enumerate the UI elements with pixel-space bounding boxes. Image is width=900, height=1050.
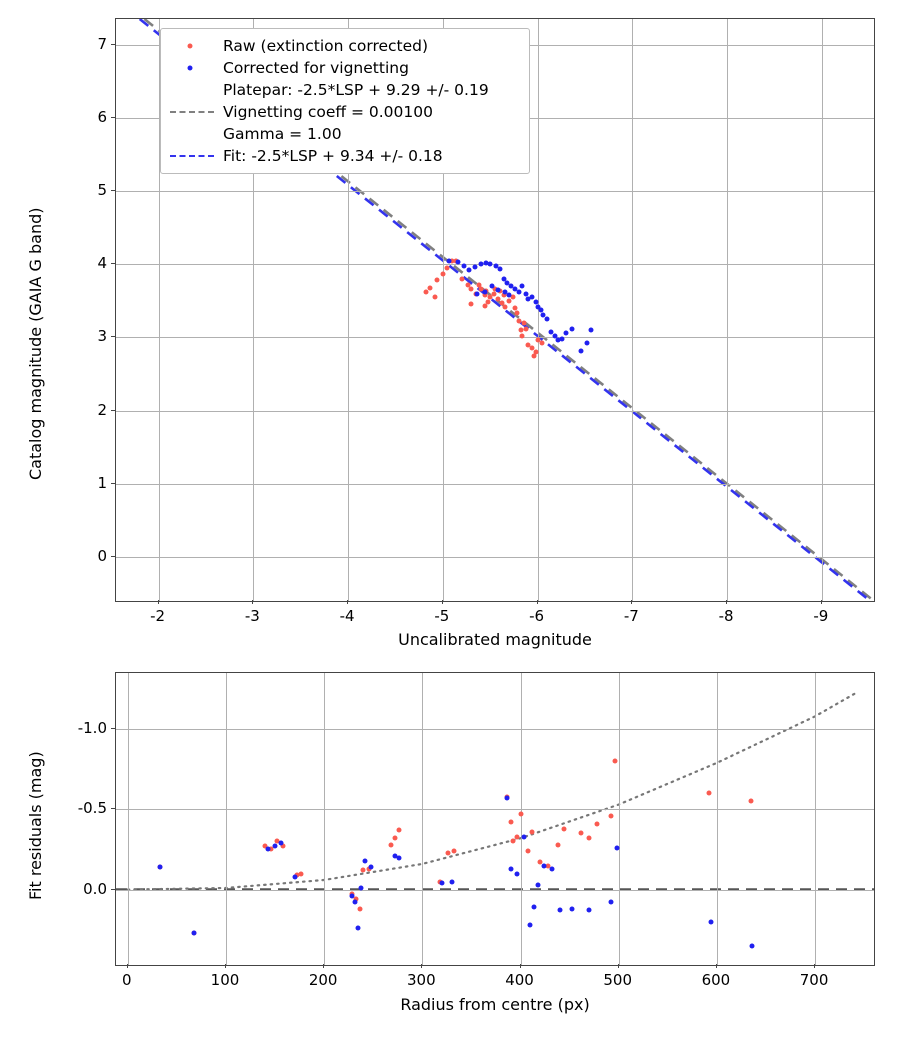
data-point bbox=[539, 307, 544, 312]
y-tick-label: 1 bbox=[97, 473, 107, 492]
data-point bbox=[587, 836, 592, 841]
data-point bbox=[278, 841, 283, 846]
data-point bbox=[444, 265, 449, 270]
y-tick-label: -1.0 bbox=[77, 719, 107, 738]
legend-label-gamma: Gamma = 1.00 bbox=[223, 125, 342, 143]
y-tick-label: 0 bbox=[97, 547, 107, 566]
data-point bbox=[507, 292, 512, 297]
residuals-plot-area bbox=[115, 672, 875, 966]
data-point bbox=[520, 333, 525, 338]
x-tick-label: 200 bbox=[308, 971, 338, 989]
gridline-horizontal bbox=[116, 809, 874, 810]
x-tick bbox=[716, 964, 717, 968]
legend-label-corrected: Corrected for vignetting bbox=[223, 59, 409, 77]
y-tick bbox=[111, 263, 115, 264]
y-tick-label: 2 bbox=[97, 400, 107, 419]
data-point bbox=[555, 842, 560, 847]
gridline-vertical bbox=[521, 673, 522, 965]
y-tick bbox=[111, 728, 115, 729]
data-point bbox=[518, 328, 523, 333]
data-point bbox=[528, 922, 533, 927]
gridline-vertical bbox=[815, 673, 816, 965]
legend-marker-corrected-icon bbox=[169, 60, 215, 76]
x-tick bbox=[421, 964, 422, 968]
data-point bbox=[451, 849, 456, 854]
data-point bbox=[361, 868, 366, 873]
data-point bbox=[392, 836, 397, 841]
data-point bbox=[557, 908, 562, 913]
legend-marker-vignetting-icon bbox=[169, 104, 215, 120]
legend-label-fit: Fit: -2.5*LSP + 9.34 +/- 0.18 bbox=[223, 147, 443, 165]
gridline-vertical bbox=[128, 673, 129, 965]
x-tick bbox=[442, 600, 443, 604]
legend-label-platepar: Platepar: -2.5*LSP + 9.29 +/- 0.19 bbox=[223, 81, 489, 99]
data-point bbox=[357, 906, 362, 911]
plot-line bbox=[128, 694, 855, 890]
data-point bbox=[545, 317, 550, 322]
data-point bbox=[532, 905, 537, 910]
data-point bbox=[440, 272, 445, 277]
data-point bbox=[608, 813, 613, 818]
data-point bbox=[530, 829, 535, 834]
y-tick bbox=[111, 336, 115, 337]
legend-item-gamma bbox=[169, 123, 521, 145]
data-point bbox=[495, 287, 500, 292]
x-tick bbox=[814, 964, 815, 968]
y-tick-label: 0.0 bbox=[83, 879, 107, 898]
x-tick bbox=[726, 600, 727, 604]
gridline-horizontal bbox=[116, 411, 874, 412]
gridline-horizontal bbox=[116, 557, 874, 558]
gridline-horizontal bbox=[116, 191, 874, 192]
residuals-y-axis-title: Fit residuals (mag) bbox=[26, 751, 45, 900]
data-point bbox=[369, 865, 374, 870]
data-point bbox=[608, 900, 613, 905]
data-point bbox=[478, 261, 483, 266]
data-point bbox=[524, 291, 529, 296]
data-point bbox=[587, 908, 592, 913]
legend-marker-platepar-icon bbox=[169, 82, 215, 98]
data-point bbox=[492, 292, 497, 297]
gridline-vertical bbox=[632, 19, 633, 601]
data-point bbox=[449, 879, 454, 884]
data-point bbox=[359, 885, 364, 890]
x-tick-label: -2 bbox=[150, 607, 166, 625]
data-point bbox=[749, 799, 754, 804]
data-point bbox=[588, 328, 593, 333]
x-tick-label: 600 bbox=[701, 971, 731, 989]
data-point bbox=[497, 267, 502, 272]
data-point bbox=[467, 268, 472, 273]
legend-marker-gamma-icon bbox=[169, 126, 215, 142]
data-point bbox=[549, 866, 554, 871]
residuals-plot-svg bbox=[116, 673, 874, 965]
data-point bbox=[514, 871, 519, 876]
x-tick-label: -7 bbox=[623, 607, 639, 625]
data-point bbox=[292, 874, 297, 879]
data-point bbox=[488, 262, 493, 267]
data-point bbox=[579, 831, 584, 836]
data-point bbox=[540, 341, 545, 346]
gridline-vertical bbox=[324, 673, 325, 965]
data-point bbox=[474, 291, 479, 296]
data-point bbox=[191, 930, 196, 935]
data-point bbox=[435, 278, 440, 283]
y-tick bbox=[111, 556, 115, 557]
x-tick-label: 0 bbox=[122, 971, 132, 989]
gridline-horizontal bbox=[116, 484, 874, 485]
data-point bbox=[456, 260, 461, 265]
x-tick-label: -6 bbox=[529, 607, 545, 625]
y-tick-label: -0.5 bbox=[77, 799, 107, 818]
data-point bbox=[158, 865, 163, 870]
y-tick-label: 3 bbox=[97, 327, 107, 346]
y-tick-label: 6 bbox=[97, 107, 107, 126]
data-point bbox=[504, 796, 509, 801]
data-point bbox=[508, 866, 513, 871]
y-tick bbox=[111, 117, 115, 118]
x-tick bbox=[127, 964, 128, 968]
data-point bbox=[522, 834, 527, 839]
data-point bbox=[569, 326, 574, 331]
data-point bbox=[584, 341, 589, 346]
legend-label-raw: Raw (extinction corrected) bbox=[223, 37, 429, 55]
gridline-vertical bbox=[727, 19, 728, 601]
data-point bbox=[595, 821, 600, 826]
data-point bbox=[524, 326, 529, 331]
data-point bbox=[750, 943, 755, 948]
data-point bbox=[482, 303, 487, 308]
data-point bbox=[349, 894, 354, 899]
y-tick bbox=[111, 190, 115, 191]
data-point bbox=[526, 849, 531, 854]
y-tick bbox=[111, 808, 115, 809]
data-point bbox=[439, 881, 444, 886]
data-point bbox=[355, 926, 360, 931]
data-point bbox=[473, 265, 478, 270]
data-point bbox=[564, 331, 569, 336]
photometry-x-axis-title: Uncalibrated magnitude bbox=[398, 630, 592, 649]
legend-item-fit bbox=[169, 145, 521, 167]
gridline-vertical bbox=[619, 673, 620, 965]
x-tick-label: -8 bbox=[718, 607, 734, 625]
data-point bbox=[514, 834, 519, 839]
data-point bbox=[614, 845, 619, 850]
y-tick bbox=[111, 44, 115, 45]
legend-item-raw bbox=[169, 35, 521, 57]
gridline-horizontal bbox=[116, 337, 874, 338]
x-tick bbox=[821, 600, 822, 604]
data-point bbox=[396, 828, 401, 833]
data-point bbox=[536, 882, 541, 887]
y-tick-label: 4 bbox=[97, 254, 107, 273]
x-tick-label: 700 bbox=[799, 971, 829, 989]
x-tick bbox=[537, 600, 538, 604]
data-point bbox=[508, 820, 513, 825]
data-point bbox=[707, 791, 712, 796]
data-point bbox=[520, 284, 525, 289]
data-point bbox=[469, 287, 474, 292]
data-point bbox=[273, 844, 278, 849]
data-point bbox=[529, 295, 534, 300]
legend-item-corrected bbox=[169, 57, 521, 79]
x-tick bbox=[252, 600, 253, 604]
legend-marker-raw-icon bbox=[169, 38, 215, 54]
gridline-vertical bbox=[717, 673, 718, 965]
y-tick bbox=[111, 483, 115, 484]
gridline-horizontal bbox=[116, 890, 874, 891]
y-tick-label: 7 bbox=[97, 34, 107, 53]
data-point bbox=[518, 812, 523, 817]
x-tick-label: -5 bbox=[434, 607, 450, 625]
data-point bbox=[266, 847, 271, 852]
x-tick-label: -9 bbox=[813, 607, 829, 625]
photometry-legend bbox=[160, 28, 530, 174]
data-point bbox=[510, 839, 515, 844]
data-point bbox=[352, 900, 357, 905]
data-point bbox=[569, 906, 574, 911]
x-tick-label: -3 bbox=[244, 607, 260, 625]
x-tick bbox=[631, 600, 632, 604]
gridline-vertical bbox=[822, 19, 823, 601]
data-point bbox=[579, 348, 584, 353]
x-tick-label: -4 bbox=[339, 607, 355, 625]
x-tick bbox=[347, 600, 348, 604]
x-tick bbox=[225, 964, 226, 968]
residuals-x-axis-title: Radius from centre (px) bbox=[400, 995, 590, 1014]
photometry-y-axis-title: Catalog magnitude (GAIA G band) bbox=[26, 207, 45, 480]
legend-item-platepar bbox=[169, 79, 521, 101]
data-point bbox=[542, 863, 547, 868]
gridline-horizontal bbox=[116, 729, 874, 730]
legend-label-vignetting: Vignetting coeff = 0.00100 bbox=[223, 103, 433, 121]
data-point bbox=[709, 919, 714, 924]
y-tick bbox=[111, 889, 115, 890]
x-tick-label: 100 bbox=[210, 971, 240, 989]
data-point bbox=[423, 290, 428, 295]
data-point bbox=[427, 285, 432, 290]
data-point bbox=[363, 858, 368, 863]
data-point bbox=[560, 336, 565, 341]
x-tick-label: 300 bbox=[407, 971, 436, 989]
data-point bbox=[461, 263, 466, 268]
data-point bbox=[516, 319, 521, 324]
data-point bbox=[503, 304, 508, 309]
data-point bbox=[522, 320, 527, 325]
y-tick bbox=[111, 410, 115, 411]
x-tick bbox=[520, 964, 521, 968]
y-tick-label: 5 bbox=[97, 181, 107, 200]
data-point bbox=[482, 290, 487, 295]
x-tick bbox=[323, 964, 324, 968]
data-point bbox=[533, 350, 538, 355]
data-point bbox=[514, 311, 519, 316]
data-point bbox=[396, 855, 401, 860]
data-point bbox=[561, 826, 566, 831]
data-point bbox=[433, 295, 438, 300]
legend-marker-fit-icon bbox=[169, 148, 215, 164]
data-point bbox=[490, 284, 495, 289]
data-point bbox=[469, 301, 474, 306]
data-point bbox=[612, 759, 617, 764]
data-point bbox=[388, 842, 393, 847]
x-tick-label: 400 bbox=[505, 971, 534, 989]
legend-item-vignetting bbox=[169, 101, 521, 123]
data-point bbox=[516, 290, 521, 295]
gridline-vertical bbox=[226, 673, 227, 965]
data-point bbox=[298, 871, 303, 876]
x-tick-label: 500 bbox=[603, 971, 633, 989]
x-tick bbox=[158, 600, 159, 604]
gridline-vertical bbox=[422, 673, 423, 965]
data-point bbox=[459, 276, 464, 281]
data-point bbox=[445, 850, 450, 855]
data-point bbox=[446, 259, 451, 264]
x-tick bbox=[618, 964, 619, 968]
